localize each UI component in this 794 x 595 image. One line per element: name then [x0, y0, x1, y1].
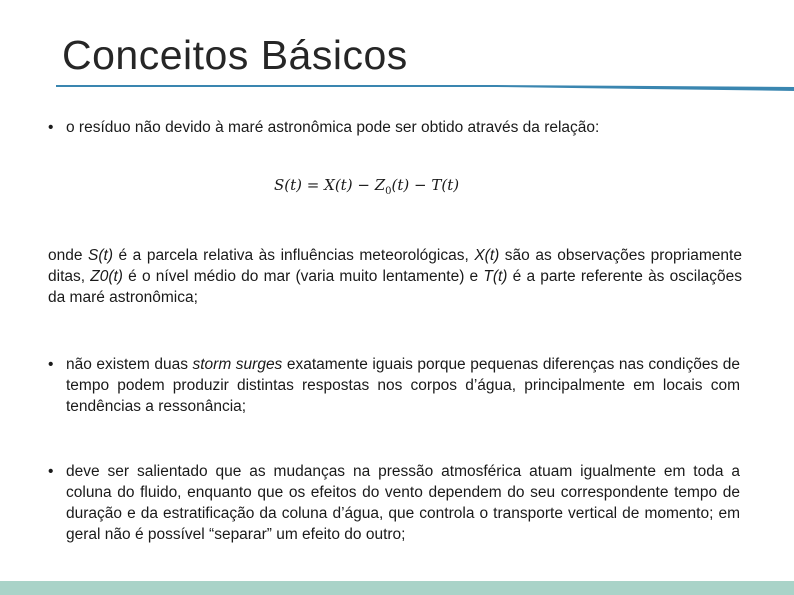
formula-minus: −: [357, 176, 370, 194]
formula-minus: −: [414, 176, 427, 194]
para-text: são as observações propriamente ditas,: [48, 247, 742, 285]
para-var-t: T(t): [483, 268, 508, 285]
formula-z-sub: 0: [385, 186, 392, 197]
para-text: é o nível médio do mar (varia muito lentamente) e: [122, 268, 484, 285]
bullet-marker: •: [48, 463, 54, 480]
slide-title: Conceitos Básicos: [62, 32, 408, 78]
para-text: é a parte referente às oscilações da maré astronômica;: [48, 268, 742, 306]
bullet-marker: •: [48, 356, 54, 373]
title-underline-shape: [56, 85, 794, 91]
definitions-paragraph: [48, 245, 742, 308]
formula-z: Z: [374, 176, 386, 194]
formula-z-arg: (t): [391, 176, 410, 194]
bullet-text-part: exatamente iguais porque pequenas diferenças nas condições de tempo podem produzir distintas respostas nos corpos d’água, principalmente em locais com tendências a ressonância;: [66, 356, 740, 415]
bullet-residuo: [48, 117, 740, 138]
bullet-text: [66, 354, 740, 417]
bullet-emphasis: storm surges: [192, 356, 283, 373]
bullet-text-part: não existem duas: [66, 356, 193, 373]
title-underline: [56, 84, 794, 92]
formula-x: X(t): [324, 176, 353, 194]
para-text: onde: [48, 247, 89, 264]
para-var-s: S(t): [88, 247, 113, 264]
bullet-text: o resíduo não devido à maré astronômica pode ser obtido através da relação:: [66, 119, 600, 136]
bullet-text: deve ser salientado que as mudanças na pressão atmosférica atuam igualmente em toda a coluna do fluido, enquanto que os efeitos do vento dependem do seu correspondente tempo de duração e da estratificação da coluna d’água, que controla o transporte vertical de momento; em geral não é possível “separar” um efeito do outro;: [66, 463, 740, 543]
bullet-pressao: [48, 461, 740, 545]
footer-band: [0, 581, 794, 595]
para-var-x: X(t): [474, 247, 500, 264]
para-text: é a parcela relativa às influências meteorológicas,: [112, 247, 475, 264]
residual-formula: [274, 176, 484, 202]
formula-lhs: S(t) =: [274, 176, 320, 194]
bullet-marker: •: [48, 119, 54, 136]
formula-t: T(t): [431, 176, 460, 194]
para-var-z: Z0(t): [90, 268, 123, 285]
bullet-storm-surges: [48, 354, 740, 417]
